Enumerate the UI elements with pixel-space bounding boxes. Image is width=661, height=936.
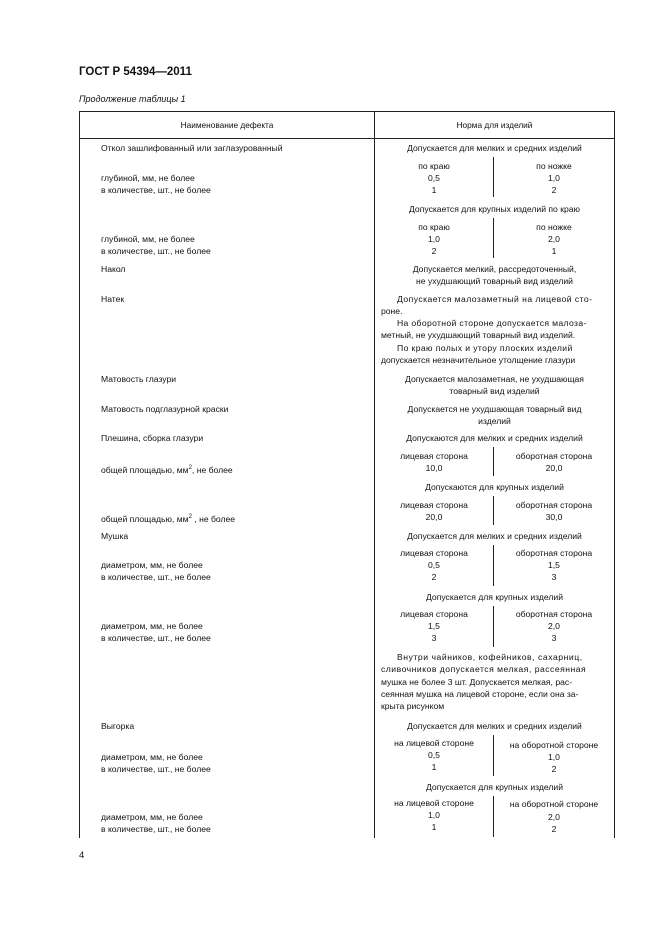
row-label: глубиной, мм, не более (101, 234, 195, 244)
group-caption: Допускается для мелких и средних изделий (407, 721, 582, 731)
group-caption: Допускается для крупных изделий по краю (409, 204, 580, 214)
subcolumn-label-left: по краю (418, 161, 450, 171)
value-left: 1,5 (428, 621, 440, 631)
standard-number: ГОСТ Р 54394—2011 (79, 66, 192, 78)
defect-name-otkol: Откол зашлифованный или заглазурованный (101, 143, 283, 153)
norm-note: Допускается мелкий, рассредоточенный, (412, 264, 577, 274)
value-left: 20,0 (425, 512, 443, 522)
norm-note: Допускается не ухудшающая товарный вид (407, 404, 582, 414)
value-left: 10,0 (425, 463, 443, 473)
value-right: 3 (551, 633, 557, 643)
column-header-norm: Норма для изделий (456, 120, 533, 130)
row-label: глубиной, мм, не более (101, 173, 195, 183)
table-right-border (614, 111, 615, 838)
text-line: крыта рисунком (381, 701, 445, 711)
text-line: сливочников допускается мелкая, рассеянная (381, 664, 587, 674)
group-caption: Допускается для крупных изделий (426, 782, 563, 792)
value-right: 2,0 (548, 621, 560, 631)
defect-name-mushka: Мушка (101, 531, 129, 541)
norm-note: изделий (478, 416, 511, 426)
row-label-area: общей площадью, $мм^2$ , не более (101, 513, 236, 524)
value-right: 1,5 (548, 560, 560, 570)
subcolumn-label-left: на лицевой стороне (394, 738, 474, 748)
norm-note: товарный вид изделий (449, 386, 540, 396)
subcolumn-label-right: оборотная сторона (515, 451, 593, 461)
value-right: 2,0 (548, 234, 560, 244)
group-caption: Допускается для мелких и средних изделий (407, 531, 582, 541)
row-label: в количестве, шт., не более (101, 633, 211, 643)
group-caption: Допускается для мелких и средних изделий (407, 143, 582, 153)
value-right: 2 (551, 824, 557, 834)
defect-name-vygorka: Выгорка (101, 721, 135, 731)
subcolumn-label-left: лицевая сторона (400, 609, 468, 619)
column-header-defect: Наименование дефекта (180, 120, 274, 130)
table-header-bottom-border (79, 138, 614, 139)
subcolumn-label-left: лицевая сторона (400, 500, 468, 510)
row-label: в количестве, шт., не более (101, 185, 211, 195)
value-right: 2,0 (548, 812, 560, 822)
subcolumn-label-right: на оборотной стороне (509, 740, 599, 750)
row-label: в количестве, шт., не более (101, 824, 211, 834)
defect-name-matovost-glazuri: Матовость глазури (101, 374, 177, 384)
text-line: роне. (381, 306, 403, 316)
row-label: диаметром, мм, не более (101, 621, 203, 631)
value-right: 2 (551, 185, 557, 195)
value-right: 1,0 (548, 173, 560, 183)
table-continuation-label: Продолжение таблицы 1 (79, 94, 186, 104)
row-label: в количестве, шт., не более (101, 572, 211, 582)
subcolumn-label-left: лицевая сторона (400, 451, 468, 461)
subcolumn-label-right: оборотная сторона (515, 500, 593, 510)
group-caption: Допускаются для мелких и средних изделий (406, 433, 583, 443)
row-label: в количестве, шт., не более (101, 246, 211, 256)
subcolumn-label-right: на оборотной стороне (509, 799, 599, 809)
row-label: диаметром, мм, не более (101, 560, 203, 570)
row-label: диаметром, мм, не более (101, 812, 203, 822)
text-line: метный, не ухудшающий товарный вид изделий. (381, 330, 576, 340)
subcolumn-label-right: по ножке (536, 222, 572, 232)
text-line: Внутри чайников, кофейников, сахарниц, (397, 652, 583, 662)
value-right: 1,0 (548, 752, 560, 762)
row-label: в количестве, шт., не более (101, 764, 211, 774)
value-left: 1 (431, 185, 437, 195)
value-left: 0,5 (428, 173, 440, 183)
text-line: На оборотной стороне допускается малоза- (397, 318, 587, 328)
value-left: 2 (431, 246, 437, 256)
text-line: По краю полых и утору плоских изделий (397, 343, 573, 353)
group-caption: Допускаются для крупных изделий (425, 482, 564, 492)
text-line: мушка не более 3 шт. Допускается мелкая, рас- (381, 677, 573, 687)
value-right: 2 (551, 764, 557, 774)
subcolumn-label-left: по краю (418, 222, 450, 232)
defect-name-pleshina: Плешина, сборка глазури (101, 433, 204, 443)
value-left: 1,0 (428, 234, 440, 244)
value-right: 1 (551, 246, 557, 256)
value-left: 1,0 (428, 810, 440, 820)
table-top-border (79, 111, 614, 112)
subcolumn-label-left: на лицевой стороне (394, 798, 474, 808)
norm-note: Допускается малозаметная, не ухудшающая (405, 374, 584, 384)
defect-name-natek: Натек (101, 294, 125, 304)
text-line: допускается незначительное утолщение глазури (381, 355, 576, 365)
subcolumn-label-right: оборотная сторона (515, 609, 593, 619)
value-left: 2 (431, 572, 437, 582)
text-line: сеянная мушка на лицевой стороне, если она за- (381, 689, 579, 699)
group-caption: Допускается для крупных изделий (426, 592, 563, 602)
subcolumn-label-left: лицевая сторона (400, 548, 468, 558)
page-number: 4 (79, 850, 85, 861)
subcolumn-label-right: оборотная сторона (515, 548, 593, 558)
row-label: диаметром, мм, не более (101, 752, 203, 762)
value-left: 0,5 (428, 560, 440, 570)
value-right: 3 (551, 572, 557, 582)
value-right: 30,0 (545, 512, 563, 522)
row-label-area: общей площадью, $мм^2$, не более (101, 464, 233, 475)
value-left: 1 (431, 822, 437, 832)
norm-note: не ухудшающий товарный вид изделий (416, 276, 573, 286)
value-right: 20,0 (545, 463, 563, 473)
defect-name-matovost-kraski: Матовость подглазурной краски (101, 404, 229, 414)
text-line: Допускается малозаметный на лицевой сто- (397, 294, 593, 304)
value-left: 3 (431, 633, 437, 643)
table-left-border (79, 111, 80, 838)
subcolumn-label-right: по ножке (536, 161, 572, 171)
value-left: 1 (431, 762, 437, 772)
value-left: 0,5 (428, 750, 440, 760)
defect-name-nakol: Накол (101, 264, 126, 274)
